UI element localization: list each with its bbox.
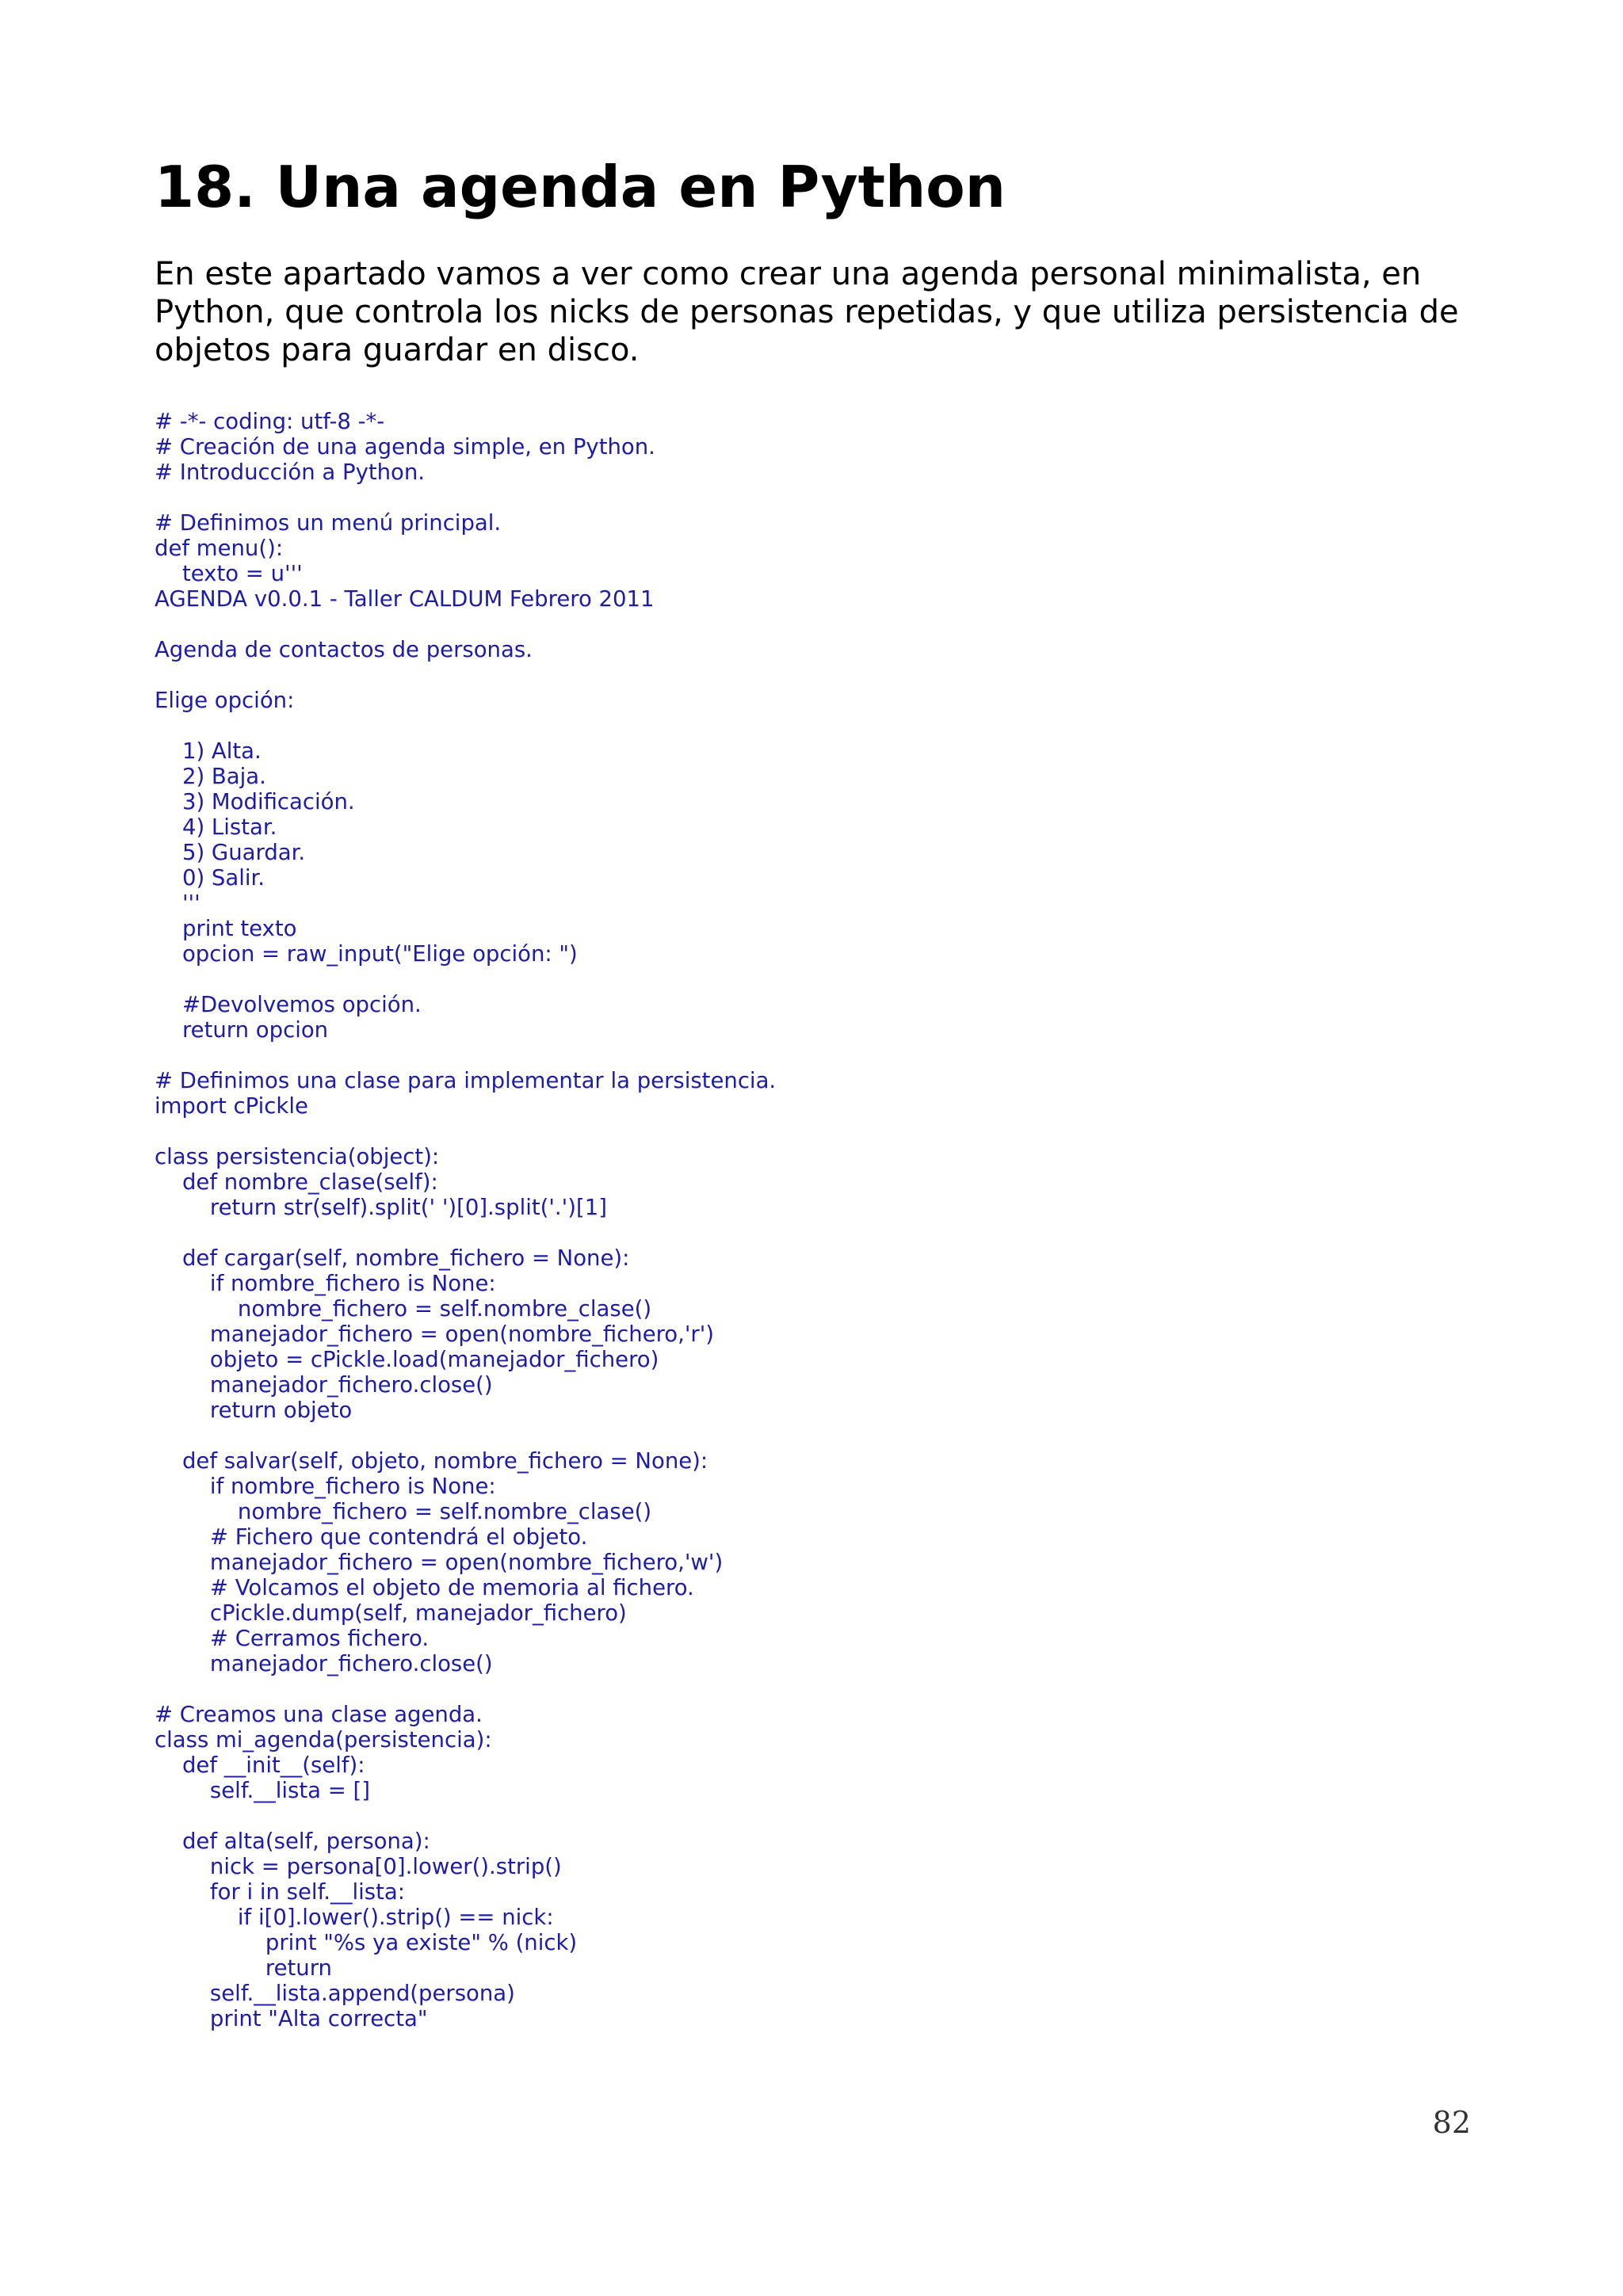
code-line: nombre_fichero = self.nombre_clase()	[155, 1499, 652, 1524]
code-line: AGENDA v0.0.1 - Taller CALDUM Febrero 2011	[155, 586, 655, 612]
code-line: return	[155, 1955, 332, 1981]
code-line: manejador_fichero.close()	[155, 1372, 493, 1398]
code-line: self.__lista = []	[155, 1778, 370, 1803]
code-line: print texto	[155, 916, 297, 941]
code-line: if i[0].lower().strip() == nick:	[155, 1905, 554, 1930]
code-listing	[155, 409, 1343, 2031]
code-line: texto = u'''	[155, 561, 303, 586]
code-line: return opcion	[155, 1017, 329, 1043]
code-line: def nombre_clase(self):	[155, 1169, 438, 1195]
code-line: def __init__(self):	[155, 1753, 365, 1778]
code-line: 0) Salir.	[155, 865, 265, 891]
code-line: # Introducción a Python.	[155, 460, 426, 485]
code-line: def alta(self, persona):	[155, 1829, 430, 1854]
code-line: manejador_fichero.close()	[155, 1651, 493, 1676]
intro-paragraph: En este apartado vamos a ver como crear una agenda personal minimalista, en Python, que controla los nicks de personas repetidas, y que utiliza persistencia de objetos para guardar en disco.	[155, 256, 1459, 368]
code-line: 2) Baja.	[155, 764, 266, 789]
code-line: nick = persona[0].lower().strip()	[155, 1854, 562, 1879]
code-line: self.__lista.append(persona)	[155, 1981, 515, 2006]
code-line: import cPickle	[155, 1093, 308, 1119]
code-line: opcion = raw_input("Elige opción: ")	[155, 941, 578, 967]
code-line	[155, 967, 1343, 992]
code-line: print "Alta correcta"	[155, 2006, 428, 2031]
code-line: 1) Alta.	[155, 738, 262, 764]
code-line	[155, 713, 1343, 738]
code-line	[155, 1803, 1343, 1829]
code-line	[155, 612, 1343, 637]
code-line: cPickle.dump(self, manejador_fichero)	[155, 1600, 627, 1626]
code-line: Elige opción:	[155, 688, 295, 713]
code-line	[155, 1220, 1343, 1245]
code-line: nombre_fichero = self.nombre_clase()	[155, 1296, 652, 1322]
code-line: if nombre_fichero is None:	[155, 1271, 496, 1296]
code-line: class mi_agenda(persistencia):	[155, 1727, 492, 1753]
code-line: manejador_fichero = open(nombre_fichero,'r')	[155, 1322, 715, 1347]
code-line: # -*- coding: utf-8 -*-	[155, 409, 385, 434]
code-line: return objeto	[155, 1398, 353, 1423]
code-line: def menu():	[155, 536, 284, 561]
code-line: '''	[155, 891, 200, 916]
code-line: # Creamos una clase agenda.	[155, 1702, 483, 1727]
code-line: return str(self).split(' ')[0].split('.')[1]	[155, 1195, 607, 1220]
code-line	[155, 1676, 1343, 1702]
code-line: Agenda de contactos de personas.	[155, 637, 533, 662]
code-line: # Cerramos fichero.	[155, 1626, 430, 1651]
code-line: print "%s ya existe" % (nick)	[155, 1930, 578, 1955]
code-line	[155, 1043, 1343, 1068]
code-line: # Volcamos el objeto de memoria al fichero.	[155, 1575, 694, 1600]
code-line: objeto = cPickle.load(manejador_fichero)	[155, 1347, 659, 1372]
code-line: # Definimos una clase para implementar la persistencia.	[155, 1068, 777, 1093]
code-line: # Fichero que contendrá el objeto.	[155, 1524, 588, 1550]
section-heading: 18. Una agenda en Python	[155, 154, 1006, 220]
code-line: class persistencia(object):	[155, 1144, 440, 1169]
code-line	[155, 662, 1343, 688]
code-line: def cargar(self, nombre_fichero = None):	[155, 1245, 630, 1271]
code-line	[155, 485, 1343, 510]
code-line: 3) Modificación.	[155, 789, 355, 814]
code-line	[155, 1423, 1343, 1448]
code-line: # Creación de una agenda simple, en Python.	[155, 434, 655, 460]
code-line: #Devolvemos opción.	[155, 992, 422, 1017]
code-line: for i in self.__lista:	[155, 1879, 405, 1905]
code-line: 4) Listar.	[155, 814, 277, 840]
code-line: if nombre_fichero is None:	[155, 1474, 496, 1499]
code-line	[155, 1119, 1343, 1144]
code-line: manejador_fichero = open(nombre_fichero,'w')	[155, 1550, 724, 1575]
code-line: def salvar(self, objeto, nombre_fichero = None):	[155, 1448, 708, 1474]
page-number: 82	[1432, 2105, 1471, 2140]
code-line: # Definimos un menú principal.	[155, 510, 502, 536]
code-line: 5) Guardar.	[155, 840, 306, 865]
